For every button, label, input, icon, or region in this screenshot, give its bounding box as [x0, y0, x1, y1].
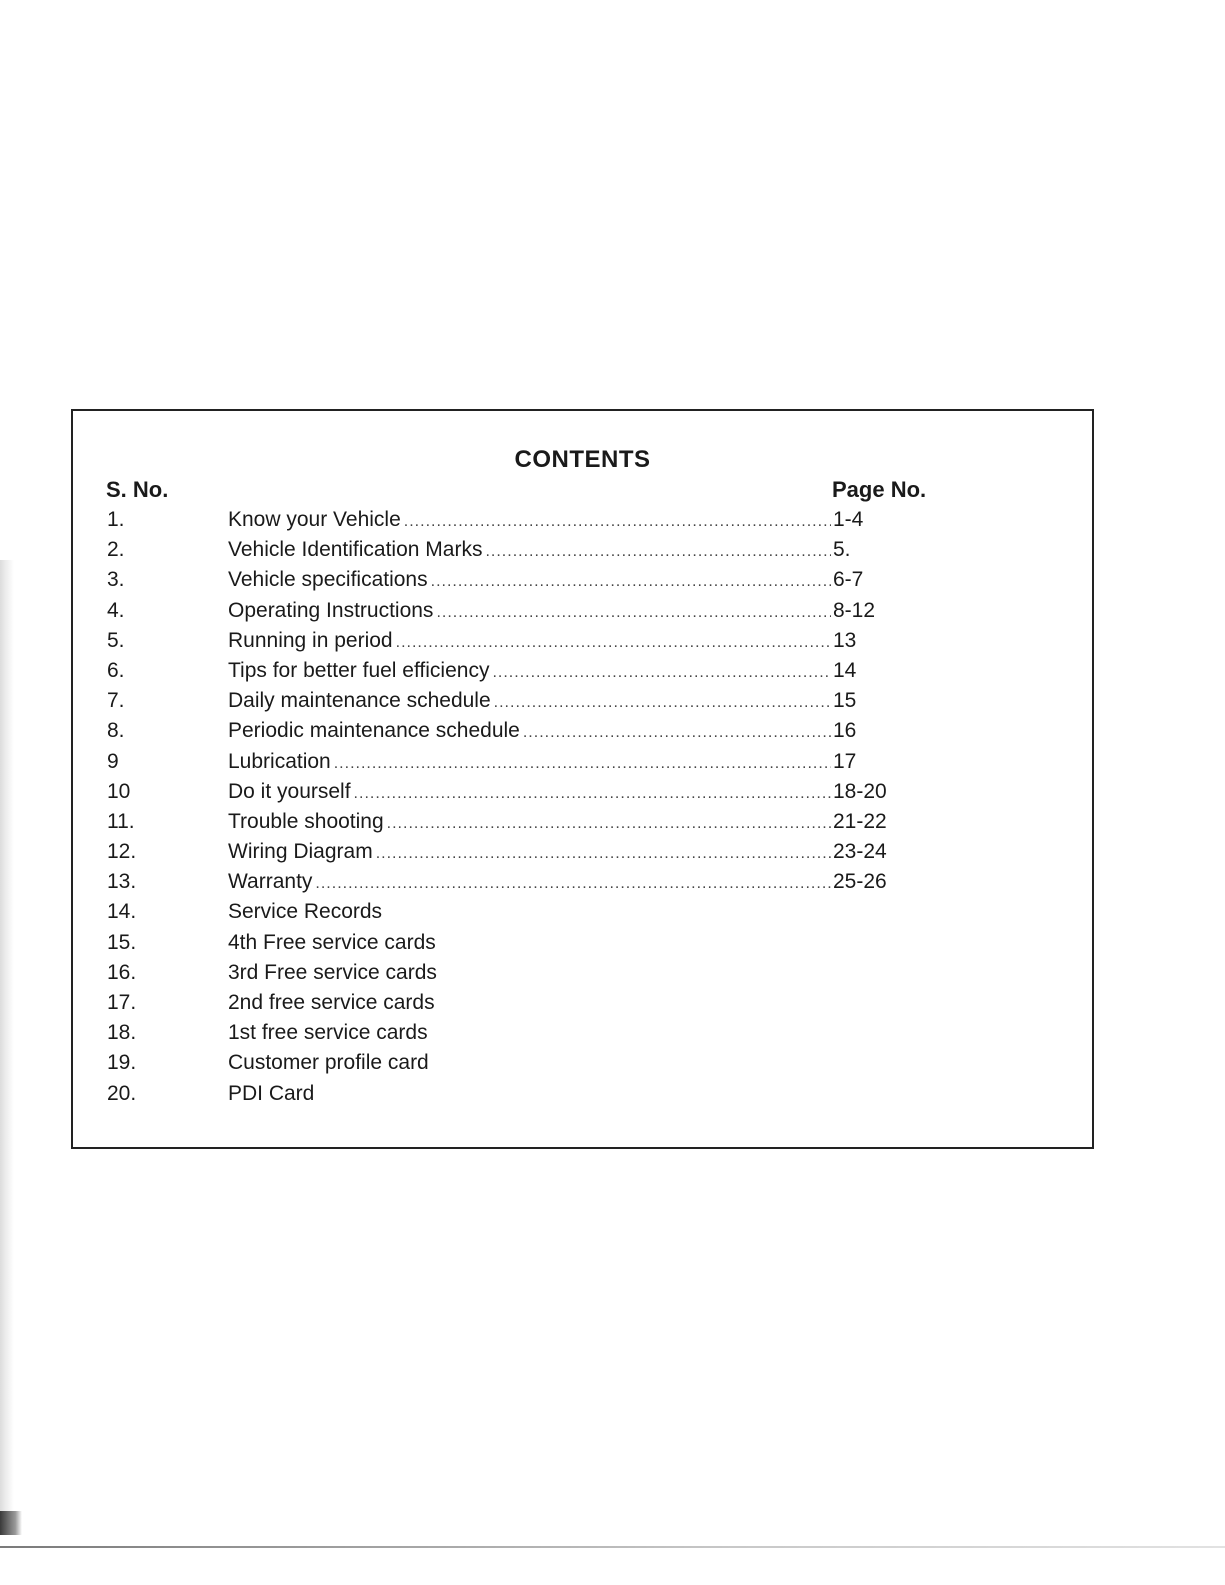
dot-leader	[436, 604, 831, 622]
entry-serial-number: 17.	[107, 991, 137, 1014]
entry-page-number: 5.	[833, 538, 851, 562]
entry-title: Customer profile card	[228, 1051, 429, 1075]
dot-leader	[431, 573, 831, 591]
entry-serial-number: 7.	[107, 689, 125, 713]
entry-title-line	[228, 568, 831, 592]
entry-title: Warranty	[228, 870, 313, 894]
entry-serial-number: 12.	[107, 840, 137, 864]
entry-title-line	[228, 780, 831, 804]
dot-leader	[387, 815, 831, 833]
entry-serial-number: 11.	[107, 809, 135, 833]
entry-title-line	[228, 931, 831, 955]
scan-page-edge	[0, 1546, 1225, 1548]
contents-entry	[73, 508, 1092, 538]
entry-serial-number: 3.	[107, 568, 125, 592]
contents-entry	[73, 810, 1092, 840]
entry-title: Operating Instructions	[228, 598, 434, 622]
dot-leader	[492, 664, 831, 682]
entry-title: PDI Card	[228, 1081, 315, 1105]
entry-title-line	[228, 810, 831, 834]
entry-title-line	[228, 900, 831, 924]
entry-title-line	[228, 689, 831, 713]
dot-leader	[404, 513, 831, 531]
entry-title: Periodic maintenance schedule	[228, 719, 520, 743]
entry-title: Lubrication	[228, 749, 331, 773]
entry-serial-number: 6.	[107, 658, 125, 682]
entry-page-number: 6-7	[833, 568, 864, 592]
dot-leader	[396, 634, 831, 652]
entry-serial-number: 13.	[107, 870, 137, 894]
entry-page-number: 23-24	[833, 840, 887, 864]
entry-page-number: 25-26	[833, 870, 887, 894]
entry-page-number: 16	[833, 719, 857, 743]
entry-title: Daily maintenance schedule	[228, 689, 491, 713]
contents-entry	[73, 870, 1092, 900]
contents-entry	[73, 1021, 1092, 1051]
contents-entry	[73, 931, 1092, 961]
contents-entry	[73, 568, 1092, 598]
entry-title: 3rd Free service cards	[228, 960, 437, 984]
contents-entry	[73, 719, 1092, 749]
contents-entry	[73, 780, 1092, 810]
entry-title-line	[228, 1021, 831, 1045]
entry-title-line	[228, 840, 831, 864]
entry-serial-number: 10	[107, 779, 131, 803]
entry-title: Trouble shooting	[228, 809, 384, 833]
scan-edge-shadow	[0, 560, 14, 1535]
entry-page-number: 1-4	[833, 508, 864, 531]
entry-title: Do it yourself	[228, 779, 351, 803]
entry-title-line	[228, 961, 831, 985]
entry-page-number: 13	[833, 628, 857, 652]
entry-title: 2nd free service cards	[228, 991, 435, 1014]
entry-page-number: 18-20	[833, 779, 887, 803]
entry-title-line	[228, 1051, 831, 1075]
serial-number-column-header: S. No.	[106, 477, 169, 502]
entry-page-number: 8-12	[833, 598, 876, 622]
entry-page-number: 15	[833, 689, 857, 713]
entry-serial-number: 19.	[107, 1051, 137, 1075]
entry-title: 4th Free service cards	[228, 930, 436, 954]
contents-heading: CONTENTS	[514, 446, 651, 473]
entry-title: Running in period	[228, 628, 393, 652]
entry-serial-number: 2.	[107, 538, 125, 562]
entry-serial-number: 5.	[107, 628, 125, 652]
entry-title-line	[228, 629, 831, 653]
entry-title-line	[228, 719, 831, 743]
entry-serial-number: 1.	[107, 508, 125, 531]
entry-title: Vehicle specifications	[228, 568, 428, 592]
contents-entry	[73, 900, 1092, 930]
entry-title-line	[228, 750, 831, 774]
contents-list	[73, 508, 1092, 1112]
entry-title-line	[228, 1082, 831, 1106]
contents-entry	[73, 961, 1092, 991]
entry-title: Wiring Diagram	[228, 840, 373, 864]
entry-serial-number: 15.	[107, 930, 137, 954]
page-number-column-header: Page No.	[832, 477, 927, 502]
contents-entry	[73, 1051, 1092, 1081]
entry-serial-number: 18.	[107, 1021, 137, 1045]
entry-page-number: 17	[833, 749, 857, 773]
contents-entry	[73, 538, 1092, 568]
entry-serial-number: 20.	[107, 1081, 137, 1105]
dot-leader	[485, 543, 831, 561]
dot-leader	[315, 875, 831, 893]
entry-title-line	[228, 991, 831, 1015]
dot-leader	[354, 785, 831, 803]
entry-title-line	[228, 538, 831, 562]
contents-entry	[73, 1082, 1092, 1112]
entry-serial-number: 9	[107, 749, 119, 773]
dot-leader	[494, 694, 831, 712]
contents-entry	[73, 840, 1092, 870]
contents-entry	[73, 659, 1092, 689]
entry-serial-number: 8.	[107, 719, 125, 743]
entry-title: 1st free service cards	[228, 1021, 428, 1045]
contents-entry	[73, 629, 1092, 659]
entry-serial-number: 16.	[107, 960, 137, 984]
contents-table-frame	[71, 409, 1094, 1149]
entry-title-line	[228, 508, 831, 532]
entry-title: Tips for better fuel efficiency	[228, 658, 490, 682]
entry-title: Vehicle Identification Marks	[228, 538, 483, 562]
entry-serial-number: 14.	[107, 900, 137, 924]
entry-page-number: 14	[833, 658, 857, 682]
contents-entry	[73, 991, 1092, 1021]
entry-title: Service Records	[228, 900, 383, 924]
entry-serial-number: 4.	[107, 598, 125, 622]
entry-title-line	[228, 870, 831, 894]
dot-leader	[376, 845, 831, 863]
dot-leader	[334, 755, 831, 773]
entry-page-number: 21-22	[833, 809, 887, 833]
contents-entry	[73, 750, 1092, 780]
contents-entry	[73, 689, 1092, 719]
entry-title: Know your Vehicle	[228, 508, 401, 531]
entry-title-line	[228, 599, 831, 623]
entry-title-line	[228, 659, 831, 683]
contents-entry	[73, 599, 1092, 629]
dot-leader	[523, 724, 831, 742]
